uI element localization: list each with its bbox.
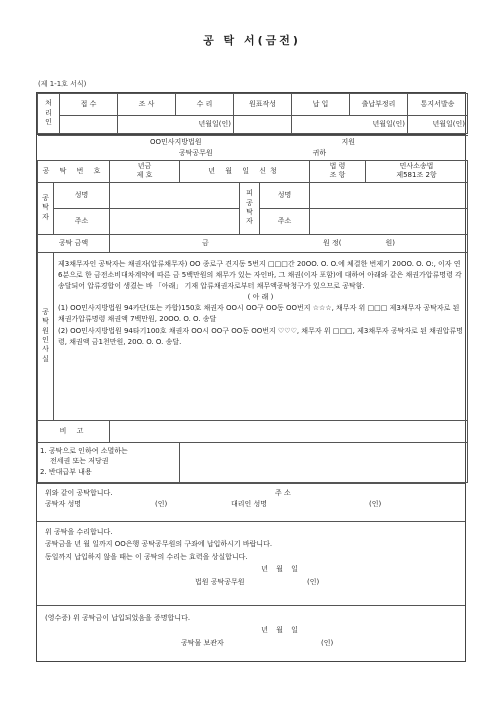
col-ledger: 출납부정리 — [350, 94, 408, 116]
declaration-agent-label: 대리인 성명 — [231, 499, 268, 508]
court-name: OO민사지방법원 — [149, 138, 202, 146]
depositor-name-field[interactable] — [110, 182, 240, 208]
beneficiary-name-label: 성명 — [260, 182, 310, 208]
acceptance-date: 년 월 일 — [261, 565, 301, 574]
declaration-block — [37, 483, 465, 521]
addressee: 귀하 — [312, 148, 327, 157]
acceptance-block — [37, 521, 465, 605]
form-number: (제 1-1호 서식) — [38, 80, 87, 88]
declaration-depositor-label: 공탁자 성명 — [45, 499, 82, 508]
cause-item-1: (1) OO민사지방법원 94카단(또는 카합)150호 채권자 OO시 OO구 OO동 OO번지 ☆☆☆, 채무자 위 □□□ 제3채무자 공탁자로 된 채권가압류명령 채권액 7백만원, 20OO. O. O. 송달 — [58, 304, 460, 324]
date-cell-1: 년월일(인) — [118, 116, 234, 134]
acceptance-line-2: 공탁금을 년 월 일까지 OO은행 공탁공무원의 구좌에 납입하시기 바랍니다. — [45, 540, 273, 549]
col-receipt: 접 수 — [60, 94, 118, 116]
cause-item-2: (2) OO민사지방법원 94타기100호 채권자 OO시 OO구 OO동 OO번지 ♡♡♡, 채무자 위 □□□, 제3채무자 공탁자로 된 채권압류명령, 채권액 금1천만원, 20O. O. O. 송달. — [58, 326, 463, 346]
amount-text: 원 정( 원) — [323, 238, 395, 247]
remarks-label: 비 고 — [38, 420, 110, 442]
depositor-name-label: 성명 — [54, 182, 110, 208]
beneficiary-addr-label: 주소 — [260, 208, 310, 234]
declaration-text: 위와 같이 공탁합니다. — [45, 488, 113, 497]
acceptance-seal: (인) — [307, 577, 320, 586]
remarks-field[interactable] — [110, 420, 468, 442]
amount-field[interactable] — [110, 234, 468, 252]
receipt-seal: (인) — [321, 638, 334, 647]
amount-label: 공탁 금액 — [38, 234, 110, 252]
date-cell-3: 년월일(인) — [408, 116, 468, 134]
cause-subheading: ( 아 래 ) — [247, 293, 274, 302]
main-form — [36, 134, 466, 662]
col-record: 원표작성 — [234, 94, 292, 116]
receipt-officer: 공탁물 보관자 — [181, 638, 224, 647]
extinguish-field[interactable] — [180, 442, 468, 482]
declaration-seal-1: (인) — [155, 499, 168, 508]
receipt-line-1: (영수증) 위 공탁금이 납입되었음을 증명합니다. — [45, 613, 191, 622]
acceptance-officer: 법원 공탁공무원 — [195, 577, 245, 586]
beneficiary-addr-field[interactable] — [310, 208, 468, 234]
col-acceptance: 수 리 — [176, 94, 234, 116]
law-value: 민사소송법 제581조 2항 — [366, 160, 468, 182]
cause-label: 공 탁 원 인 사 실 — [38, 252, 54, 420]
col-payment: 납 입 — [292, 94, 350, 116]
deposit-year: 년금 제 호 — [110, 160, 180, 182]
cause-body — [54, 252, 468, 420]
declaration-addr-label: 주 소 — [275, 488, 291, 497]
depositor-addr-field[interactable] — [110, 208, 240, 234]
amount-unit: 금 — [202, 238, 209, 247]
law-label: 법 령 조 항 — [310, 160, 366, 182]
court-block — [38, 136, 468, 161]
acceptance-line-1: 위 공탁을 수리합니다. — [45, 527, 113, 536]
col-investigation: 조 사 — [118, 94, 176, 116]
date-cell-2: 년월일(인) — [292, 116, 408, 134]
beneficiary-label: 피 공 탁 자 — [240, 182, 260, 234]
officer-label: 공탁공무원 — [178, 148, 213, 157]
court-branch: 지원 — [341, 138, 356, 146]
depositor-label: 공 탁 자 — [38, 182, 54, 234]
page-title: 공 탁 서(금전) — [203, 34, 301, 47]
declaration-seal-2: (인) — [369, 499, 382, 508]
receipt-date: 년 월 일 — [261, 626, 301, 635]
apply-date: 년 월 일 신청 — [180, 160, 310, 182]
extinguish-block: 1. 공탁으로 인하여 소멸하는 전세권 또는 저당권 2. 반대급부 내용 — [38, 442, 180, 482]
receipt-block — [37, 605, 465, 661]
processing-label: 처 리 인 — [38, 94, 60, 134]
cause-paragraph: 제3채무자인 공탁자는 채권자(압류채무자) OO 종로구 견지동 5번지 □□□간 20OO. O. O.에 체결한 번제기 20OO. O. O:, 이자 연 6분으로 한 금전소비대차계약에 따른 금 5백만원의 채무가 있는 자인바, 그 채권(이자 포함)에 대하여 아래와 같은 채권가압류명령 각 송달되어 압류경합이 생겼는 바 「아래」 기재 압류채권자로부터 채무액공탁청구가 있으므로 공탁함. — [58, 259, 462, 290]
processing-table — [36, 92, 466, 135]
acceptance-line-3: 동일까지 납입하지 않을 때는 이 공탁의 수리는 효력을 상실합니다. — [45, 552, 248, 561]
beneficiary-name-field[interactable] — [310, 182, 468, 208]
depositor-addr-label: 주소 — [54, 208, 110, 234]
deposit-no-label: 공 탁 번 호 — [38, 160, 110, 182]
col-notice: 통지서발송 — [408, 94, 468, 116]
